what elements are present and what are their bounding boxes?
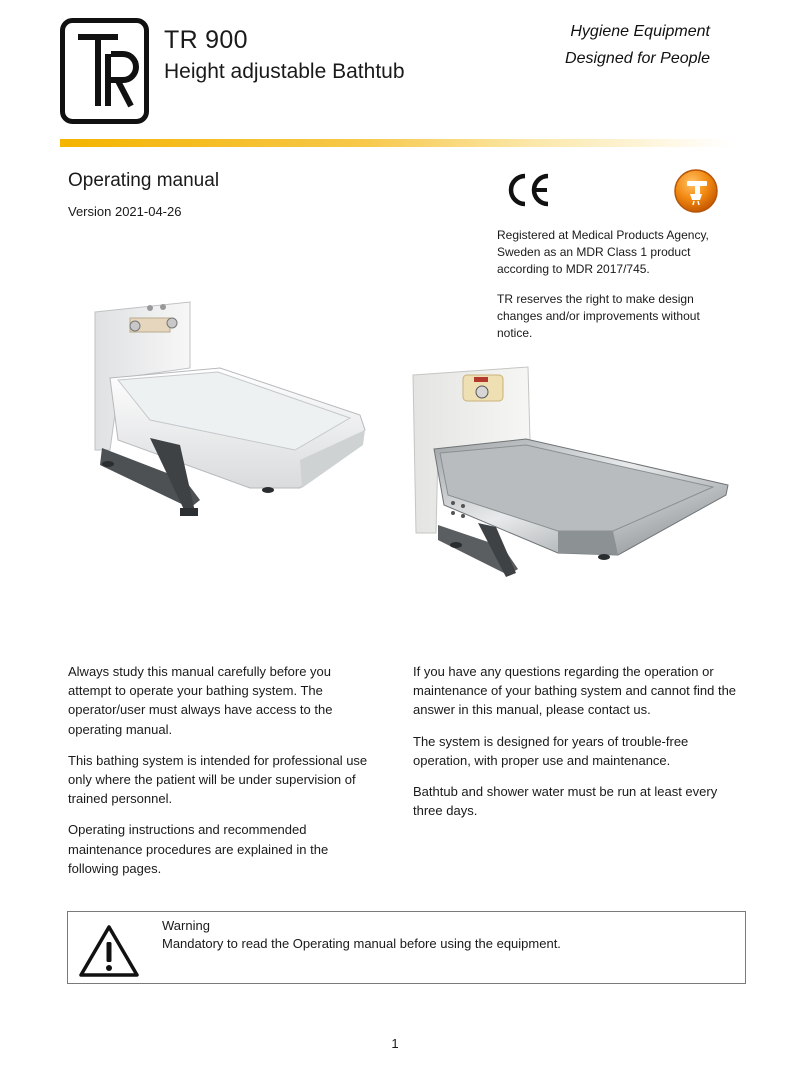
page-number: 1	[391, 1036, 399, 1051]
tagline	[565, 18, 710, 72]
registration-text: Registered at Medical Products Agency, Sweden as an MDR Class 1 product according to MDR 2017/745.	[497, 228, 709, 276]
tagline-line-1: Hygiene Equipment	[570, 23, 710, 40]
paragraph-contact: If you have any questions regarding the operation or maintenance of your bathing system and cannot find the answer in this manual, please contact us.	[413, 664, 737, 718]
document-title: Operating manual	[68, 170, 220, 191]
intro-left-column	[68, 662, 368, 890]
tagline-line-2: Designed for People	[565, 50, 710, 67]
paragraph-instructions: Operating instructions and recommended maintenance procedures are explained in the following pages.	[68, 822, 329, 876]
tr-logo	[60, 18, 149, 124]
paragraph-durability: The system is designed for years of trouble-free operation, with proper use and maintenance.	[413, 733, 689, 768]
warning-triangle-icon	[78, 924, 140, 978]
warning-text: Mandatory to read the Operating manual before using the equipment.	[162, 936, 561, 951]
design-notice: TR reserves the right to make design changes and/or improvements without notice.	[497, 292, 700, 340]
mdr-class-icon	[673, 168, 719, 214]
ce-mark-icon	[506, 172, 552, 208]
header-divider	[60, 139, 732, 147]
steel-bathtub-photo	[408, 355, 738, 587]
paragraph-study-manual: Always study this manual carefully before you attempt to operate your bathing system. The operator/user must always have access to the operating manual.	[68, 664, 333, 737]
paragraph-water-run: Bathtub and shower water must be run at least every three days.	[413, 784, 718, 819]
document-version: Version 2021-04-26	[68, 204, 182, 219]
intro-right-column	[413, 662, 743, 832]
warning-title: Warning	[162, 918, 210, 933]
paragraph-intended-use: This bathing system is intended for professional use only where the patient will be under supervision of trained personnel.	[68, 752, 368, 807]
product-description: Height adjustable Bathtub	[164, 60, 405, 83]
white-bathtub-photo	[40, 250, 412, 542]
warning-box	[67, 911, 746, 984]
product-name: TR 900	[164, 26, 248, 54]
